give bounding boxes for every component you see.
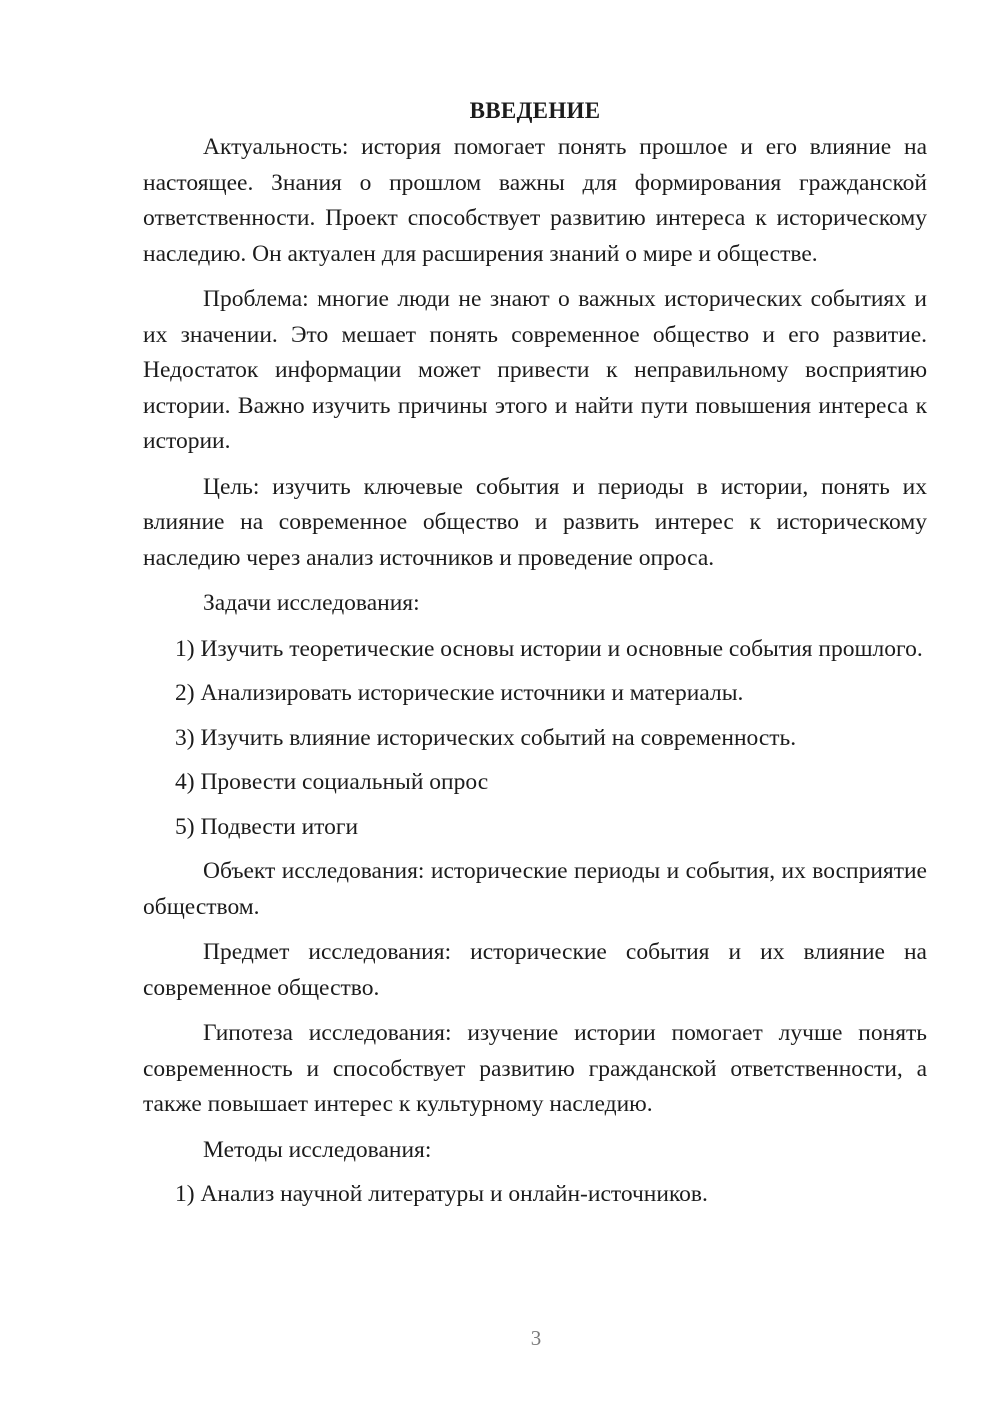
- page-number: 3: [530, 1326, 542, 1350]
- methods-title: Методы исследования:: [203, 1136, 432, 1163]
- problem-paragraph: Проблема: многие люди не знают о важных исторических событиях и их значении. Это мешает понять современное общество и его развитие. Недостаток информации может привести к неправильному восприятию истории. Важно изучить причины этого и найти пути повышения интереса к истории.: [143, 286, 927, 454]
- subject-paragraph: Предмет исследования: исторические события и их влияние на современное общество.: [143, 939, 927, 1001]
- task-item-5: 5) Подвести итоги: [175, 813, 359, 840]
- task-item-1: 1) Изучить теоретические основы истории и основные события прошлого.: [175, 635, 923, 662]
- tasks-title: Задачи исследования:: [203, 590, 420, 616]
- relevance-paragraph: Актуальность: история помогает понять прошлое и его влияние на настоящее. Знания о прошлом важны для формирования гражданской ответственности. Проект способствует развитию интереса к историческому наследию. Он актуален для расширения знаний о мире и обществе.: [143, 134, 927, 267]
- hypothesis-paragraph: Гипотеза исследования: изучение истории помогает лучше понять современность и способствует развитию гражданской ответственности, а также повышает интерес к культурному наследию.: [143, 1020, 927, 1117]
- page-content: [143, 96, 927, 1213]
- method-item-1: 1) Анализ научной литературы и онлайн-источников.: [175, 1181, 708, 1207]
- task-item-3: 3) Изучить влияние исторических событий на современность.: [175, 724, 797, 751]
- task-item-4: 4) Провести социальный опрос: [175, 769, 489, 795]
- goal-paragraph: Цель: изучить ключевые события и периоды в истории, понять их влияние на современное общество и развить интерес к историческому наследию через анализ источников и проведение опроса.: [143, 473, 927, 571]
- task-item-2: 2) Анализировать исторические источники и материалы.: [175, 680, 744, 706]
- page-heading: ВВЕДЕНИЕ: [469, 98, 601, 123]
- object-paragraph: Объект исследования: исторические периоды и события, их восприятие обществом.: [143, 858, 927, 920]
